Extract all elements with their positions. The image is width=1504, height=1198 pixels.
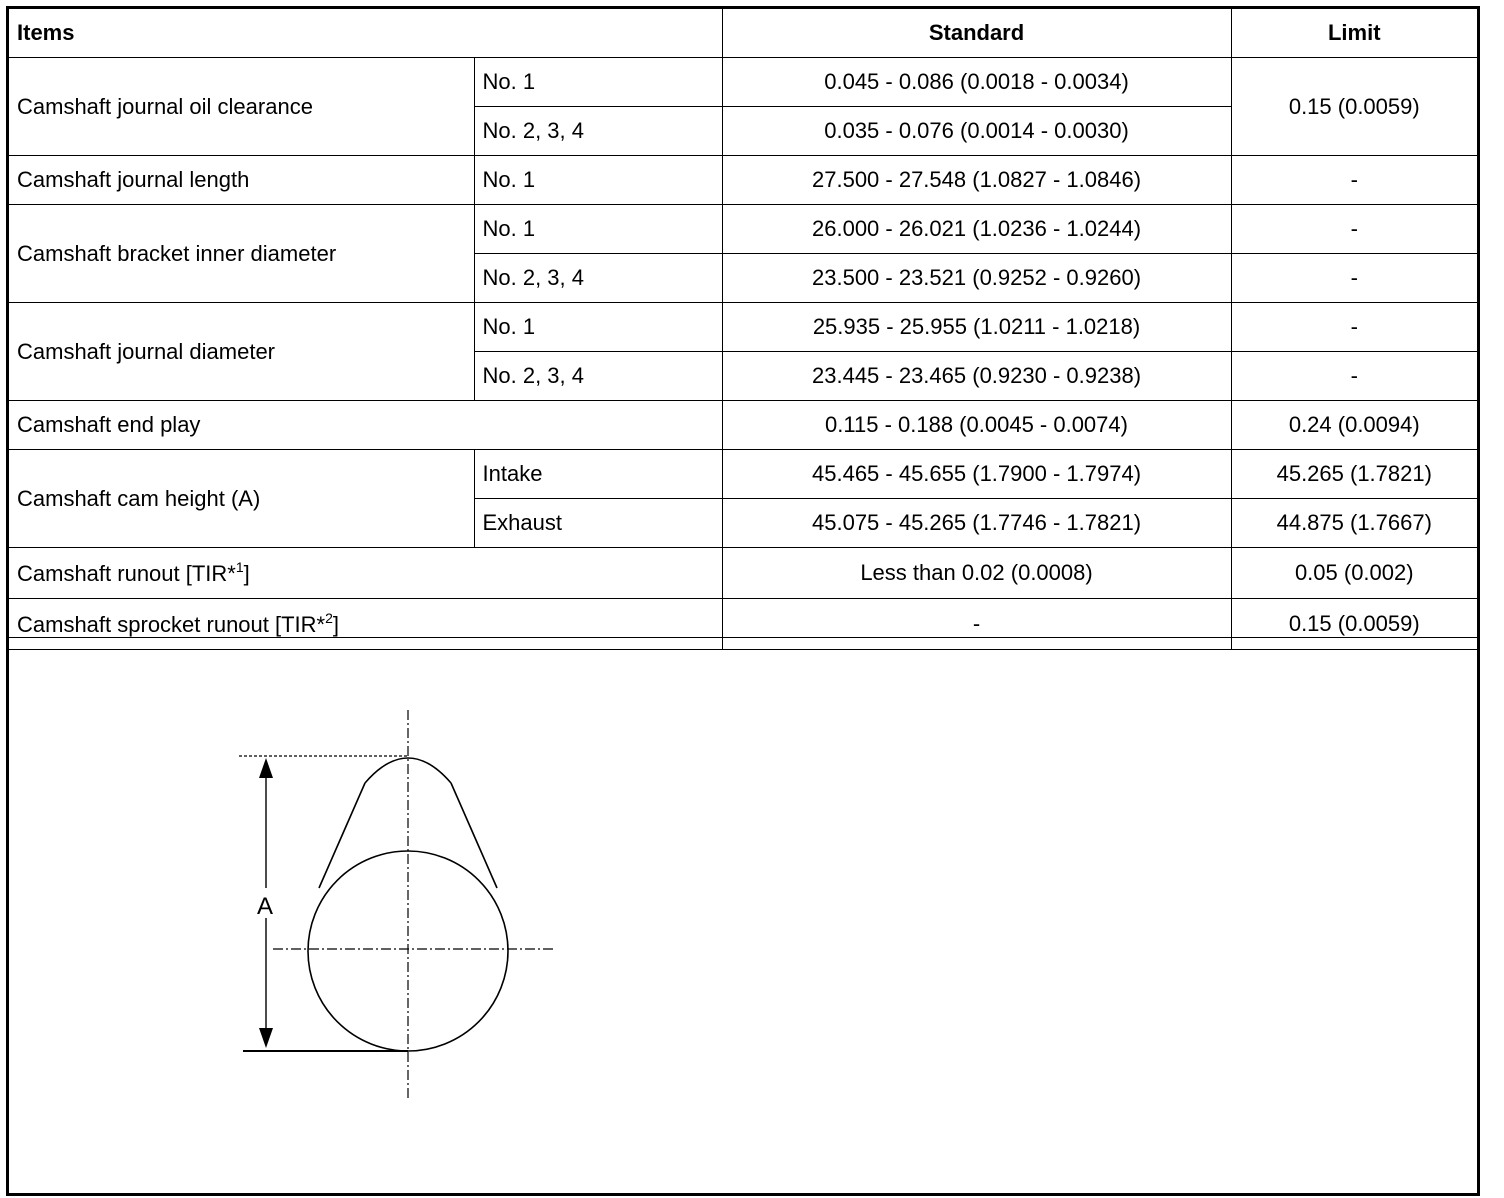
standard-value: Less than 0.02 (0.0008) — [722, 548, 1231, 599]
arrow-down-icon — [259, 1028, 273, 1048]
standard-value: 45.075 - 45.265 (1.7746 - 1.7821) — [722, 499, 1231, 548]
item-text-end: ] — [332, 612, 340, 637]
sub-label: Exhaust — [474, 499, 722, 548]
standard-value: - — [722, 599, 1231, 650]
item-label: Camshaft journal oil clearance — [9, 58, 474, 156]
sub-label: No. 2, 3, 4 — [474, 254, 722, 303]
sub-label: No. 1 — [474, 205, 722, 254]
cam-height-figure — [9, 637, 1477, 1194]
footnote-marker: 1 — [235, 559, 244, 575]
standard-value: 26.000 - 26.021 (1.0236 - 1.0244) — [722, 205, 1231, 254]
item-label: Camshaft journal length — [9, 156, 474, 205]
limit-value: - — [1231, 205, 1477, 254]
spec-table-frame — [6, 6, 1480, 1196]
standard-value: 23.445 - 23.465 (0.9230 - 0.9238) — [722, 352, 1231, 401]
sub-label: No. 1 — [474, 156, 722, 205]
item-label: Camshaft end play — [9, 401, 722, 450]
limit-value: - — [1231, 352, 1477, 401]
table-row — [9, 303, 1477, 352]
table-row — [9, 401, 1477, 450]
limit-value: 0.24 (0.0094) — [1231, 401, 1477, 450]
standard-value: 23.500 - 23.521 (0.9252 - 0.9260) — [722, 254, 1231, 303]
standard-value: 25.935 - 25.955 (1.0211 - 1.0218) — [722, 303, 1231, 352]
lobe-flank-right — [451, 783, 497, 888]
standard-value: 0.115 - 0.188 (0.0045 - 0.0074) — [722, 401, 1231, 450]
table-row — [9, 58, 1477, 107]
sub-label: No. 2, 3, 4 — [474, 352, 722, 401]
limit-value: 44.875 (1.7667) — [1231, 499, 1477, 548]
cam-lobe-diagram — [229, 698, 569, 1098]
limit-value: 0.15 (0.0059) — [1231, 58, 1477, 156]
header-items: Items — [9, 9, 722, 58]
item-text: Camshaft sprocket runout [TIR* — [17, 612, 326, 637]
limit-value: 0.15 (0.0059) — [1231, 599, 1477, 650]
header-row — [9, 9, 1477, 58]
limit-value: - — [1231, 156, 1477, 205]
limit-value: - — [1231, 254, 1477, 303]
standard-value: 27.500 - 27.548 (1.0827 - 1.0846) — [722, 156, 1231, 205]
item-label: Camshaft journal diameter — [9, 303, 474, 401]
footnote-marker: 2 — [325, 610, 333, 626]
limit-value: 0.05 (0.002) — [1231, 548, 1477, 599]
item-text-end: ] — [243, 561, 250, 586]
sub-label: Intake — [474, 450, 722, 499]
sub-label: No. 1 — [474, 303, 722, 352]
header-limit: Limit — [1231, 9, 1477, 58]
sub-label: No. 1 — [474, 58, 722, 107]
standard-value: 0.035 - 0.076 (0.0014 - 0.0030) — [722, 107, 1231, 156]
arrow-up-icon — [259, 758, 273, 778]
limit-value: - — [1231, 303, 1477, 352]
item-label: Camshaft cam height (A) — [9, 450, 474, 548]
camshaft-spec-table — [9, 9, 1477, 650]
table-row — [9, 156, 1477, 205]
standard-value: 0.045 - 0.086 (0.0018 - 0.0034) — [722, 58, 1231, 107]
table-row — [9, 548, 1477, 599]
standard-value: 45.465 - 45.655 (1.7900 - 1.7974) — [722, 450, 1231, 499]
item-label: Camshaft bracket inner diameter — [9, 205, 474, 303]
limit-value: 45.265 (1.7821) — [1231, 450, 1477, 499]
lobe-flank-left — [319, 783, 365, 888]
item-text: Camshaft runout [TIR* — [17, 561, 236, 586]
sub-label: No. 2, 3, 4 — [474, 107, 722, 156]
table-row — [9, 205, 1477, 254]
header-standard: Standard — [722, 9, 1231, 58]
item-label — [9, 548, 722, 599]
dimension-label-a: A — [257, 893, 274, 920]
table-row — [9, 450, 1477, 499]
